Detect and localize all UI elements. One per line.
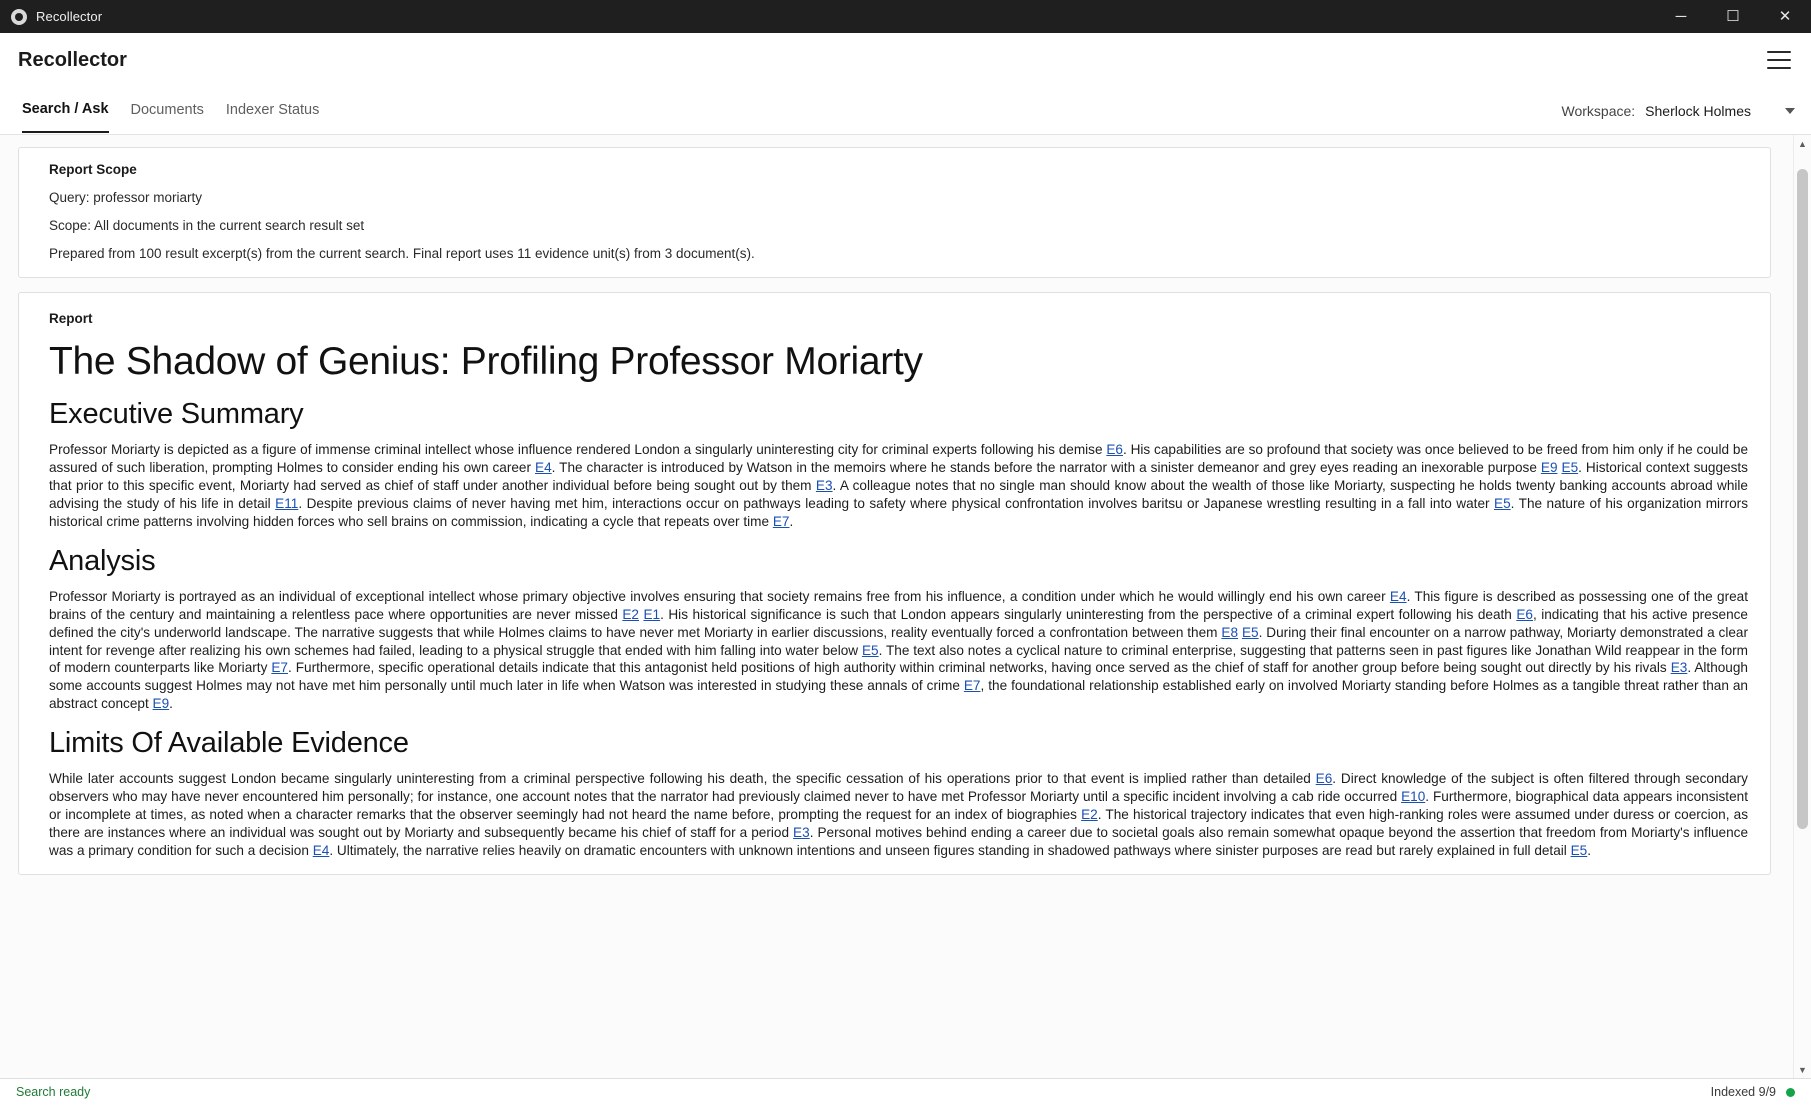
chevron-down-icon[interactable] [1785,108,1795,114]
workspace-label: Workspace: [1561,103,1636,119]
evidence-link[interactable]: E5 [1570,843,1588,858]
evidence-link[interactable]: E6 [1106,442,1123,457]
app-header [0,33,1811,88]
evidence-link[interactable]: E4 [312,843,330,858]
scrollbar-thumb[interactable] [1797,169,1808,829]
report-title: The Shadow of Genius: Profiling Professor Moriarty [49,340,923,383]
section-heading-analysis: Analysis [49,544,156,577]
scope-scope-line: Scope: All documents in the current search result set [49,218,365,233]
window-title: Recollector [36,9,103,24]
maximize-icon: ☐ [1726,8,1740,25]
tab-search-ask[interactable]: Search / Ask [22,89,109,133]
evidence-link[interactable]: E2 [1081,807,1098,823]
evidence-link[interactable]: E7 [772,513,790,529]
scroll-down-arrow-icon[interactable]: ▼ [1798,1064,1807,1075]
evidence-link[interactable]: E3 [815,477,833,493]
tab-documents[interactable]: Documents [130,102,204,118]
title-bar [0,0,1811,33]
close-button[interactable] [1759,0,1811,33]
report-scroll-area [0,135,1793,1078]
section-paragraph-executive-summary: Professor Moriarty is depicted as a figure of immense criminal intellect whose influence rendered London a singularly uninteresting city for criminal experts following his demise E6. His capabilities are so profound that society was once believed to be freed from him only if he could be assured of such liberation, prompting Holmes to consider ending his own career E4. The character is introduced by Watson in the memoirs where he stands before the narrator with a sinister demeanor and grey eyes reading an inexorable purpose E9 E5. Historical context suggests that prior to this specific event, Moriarty had served as chief of staff under another individual before being sought out by them E3. A colleague notes that no single man should know about the wealth of those like Moriarty, suspecting he holds twenty banking accounts abroad while advising the study of his life in detail E11. Despite previous claims of never having met him, interactions occur on pathways leading to safety where physical confrontation involves baritsu or Japanese wrestling resulting in a fall into water E5. The nature of his organization mirrors historical crime patterns involving hidden forces who sell brains on commission, indicating a cycle that repeats over time E7. [49,442,1748,529]
evidence-link[interactable]: E5 [1494,495,1511,511]
evidence-link[interactable]: E9 [1540,459,1558,475]
evidence-link[interactable]: E1 [643,606,661,622]
tab-bar [0,88,1811,135]
hamburger-bar-1 [1767,51,1791,53]
section-paragraph-analysis: Professor Moriarty is portrayed as an individual of exceptional intellect whose primary objective involves ensuring that society remains free from his influence, a condition under which he would willingly end his own career E4. This figure is described as possessing one of the great brains of the century and maintaining a relentless pace where opportunities are never missed E2 E1. His historical significance is such that London appears singularly uninteresting from the perspective of a criminal expert following his death E6, indicating that his active presence defined the city's underworld landscape. The narrative suggests that while Holmes claims to have never met Moriarty in earlier discussions, reality eventually forced a confrontation between them E8 E5. During their final encounter on a narrow pathway, Moriarty demonstrated a clear intent for revenge after realizing his own schemes had failed, leading to a physical struggle that ended with him falling into water below E5. The text also notes a cyclical nature to criminal enterprise, suggesting that patterns seen in past figures like Jonathan Wild reappear in the form of modern counterparts like Moriarty E7. Furthermore, specific operational details indicate that this antagonist held positions of high authority within criminal networks, having once served as the chief of staff for another group before being sought out directly by his rivals E3. Although some accounts suggest Holmes may not have met him personally until much later in life when Watson was interested in studying these annals of crime E7, the foundational relationship established early on involved Moriarty standing before Holmes as a tangible threat rather than an abstract concept E9. [49,588,1748,712]
evidence-link[interactable]: E7 [271,660,288,676]
indexed-count: Indexed 9/9 [1710,1085,1776,1099]
workspace-value: Sherlock Holmes [1645,103,1751,119]
maximize-button[interactable] [1707,0,1759,33]
hamburger-menu-icon[interactable] [1767,51,1791,69]
evidence-link[interactable]: E9 [152,696,170,712]
hamburger-bar-2 [1767,59,1791,61]
scroll-up-arrow-icon[interactable]: ▲ [1798,138,1807,149]
workspace-selector[interactable] [1562,88,1796,134]
evidence-link[interactable]: E5 [861,642,879,658]
minimize-icon: ─ [1675,8,1687,25]
scope-query-line: Query: professor moriarty [49,190,203,205]
tab-indexer-status[interactable]: Indexer Status [225,102,320,118]
report-scope-card [18,147,1771,278]
evidence-link[interactable]: E5 [1561,459,1579,475]
evidence-link[interactable]: E3 [793,825,810,841]
evidence-link[interactable]: E3 [1670,660,1688,676]
evidence-link[interactable]: E6 [1315,771,1333,787]
scope-prepared-line: Prepared from 100 result excerpt(s) from the current search. Final report uses 11 evidence unit(s) from 3 document(s). [49,246,755,261]
report-scope-title: Report Scope [49,162,137,177]
section-heading-executive-summary: Executive Summary [49,398,304,430]
vertical-scrollbar[interactable] [1793,135,1811,1078]
section-heading-limits-of-available-evidence: Limits Of Available Evidence [49,727,409,760]
report-label: Report [49,311,93,326]
evidence-link[interactable]: E4 [535,459,552,475]
section-paragraph-limits-of-available-evidence: While later accounts suggest London became singularly uninteresting from a criminal perspective following his death, the specific cessation of his operations prior to that event is implied rather than detailed E6. Direct knowledge of the subject is often filtered through secondary observers who may have never encountered him personally; for instance, one account notes that the narrator had previously claimed never to have met Professor Moriarty until a specific incident involving a cab ride occurred E10. Furthermore, biographical data appears inconsistent or incomplete at times, as noted when a character remarks that the observer seemingly had not heard the name before, prompting the request for an index of biographies E2. The historical trajectory indicates that even high-ranking roles were assumed under duress or coercion, as there are instances where an individual was sought out by Moriarty and subsequently became his chief of staff for a period E3. Personal motives behind ending a career due to societal goals also remain somewhat opaque beyond the assertion that freedom from Moriarty's influence was a primary condition for such a decision E4. Ultimately, the narrative relies heavily on dramatic encounters with unknown intentions and unseen figures standing in shadowed pathways where sinister purposes are read but rarely explained in full detail E5. [49,771,1748,858]
evidence-link[interactable]: E2 [622,606,639,622]
evidence-link[interactable]: E6 [1516,606,1533,622]
evidence-link[interactable]: E4 [1389,588,1407,604]
status-bar [0,1078,1811,1105]
evidence-link[interactable]: E10 [1401,789,1426,805]
close-icon: ✕ [1778,8,1792,25]
app-circle-icon [11,9,27,25]
report-card [18,292,1771,875]
evidence-link[interactable]: E5 [1241,624,1259,640]
status-indicator-dot [1786,1088,1795,1097]
content-area [0,135,1811,1078]
evidence-link[interactable]: E7 [963,678,981,694]
minimize-button[interactable] [1655,0,1707,33]
evidence-link[interactable]: E11 [275,495,299,511]
status-message: Search ready [16,1085,91,1099]
hamburger-bar-3 [1767,67,1791,69]
evidence-link[interactable]: E8 [1221,624,1239,640]
app-brand-title: Recollector [18,48,127,71]
